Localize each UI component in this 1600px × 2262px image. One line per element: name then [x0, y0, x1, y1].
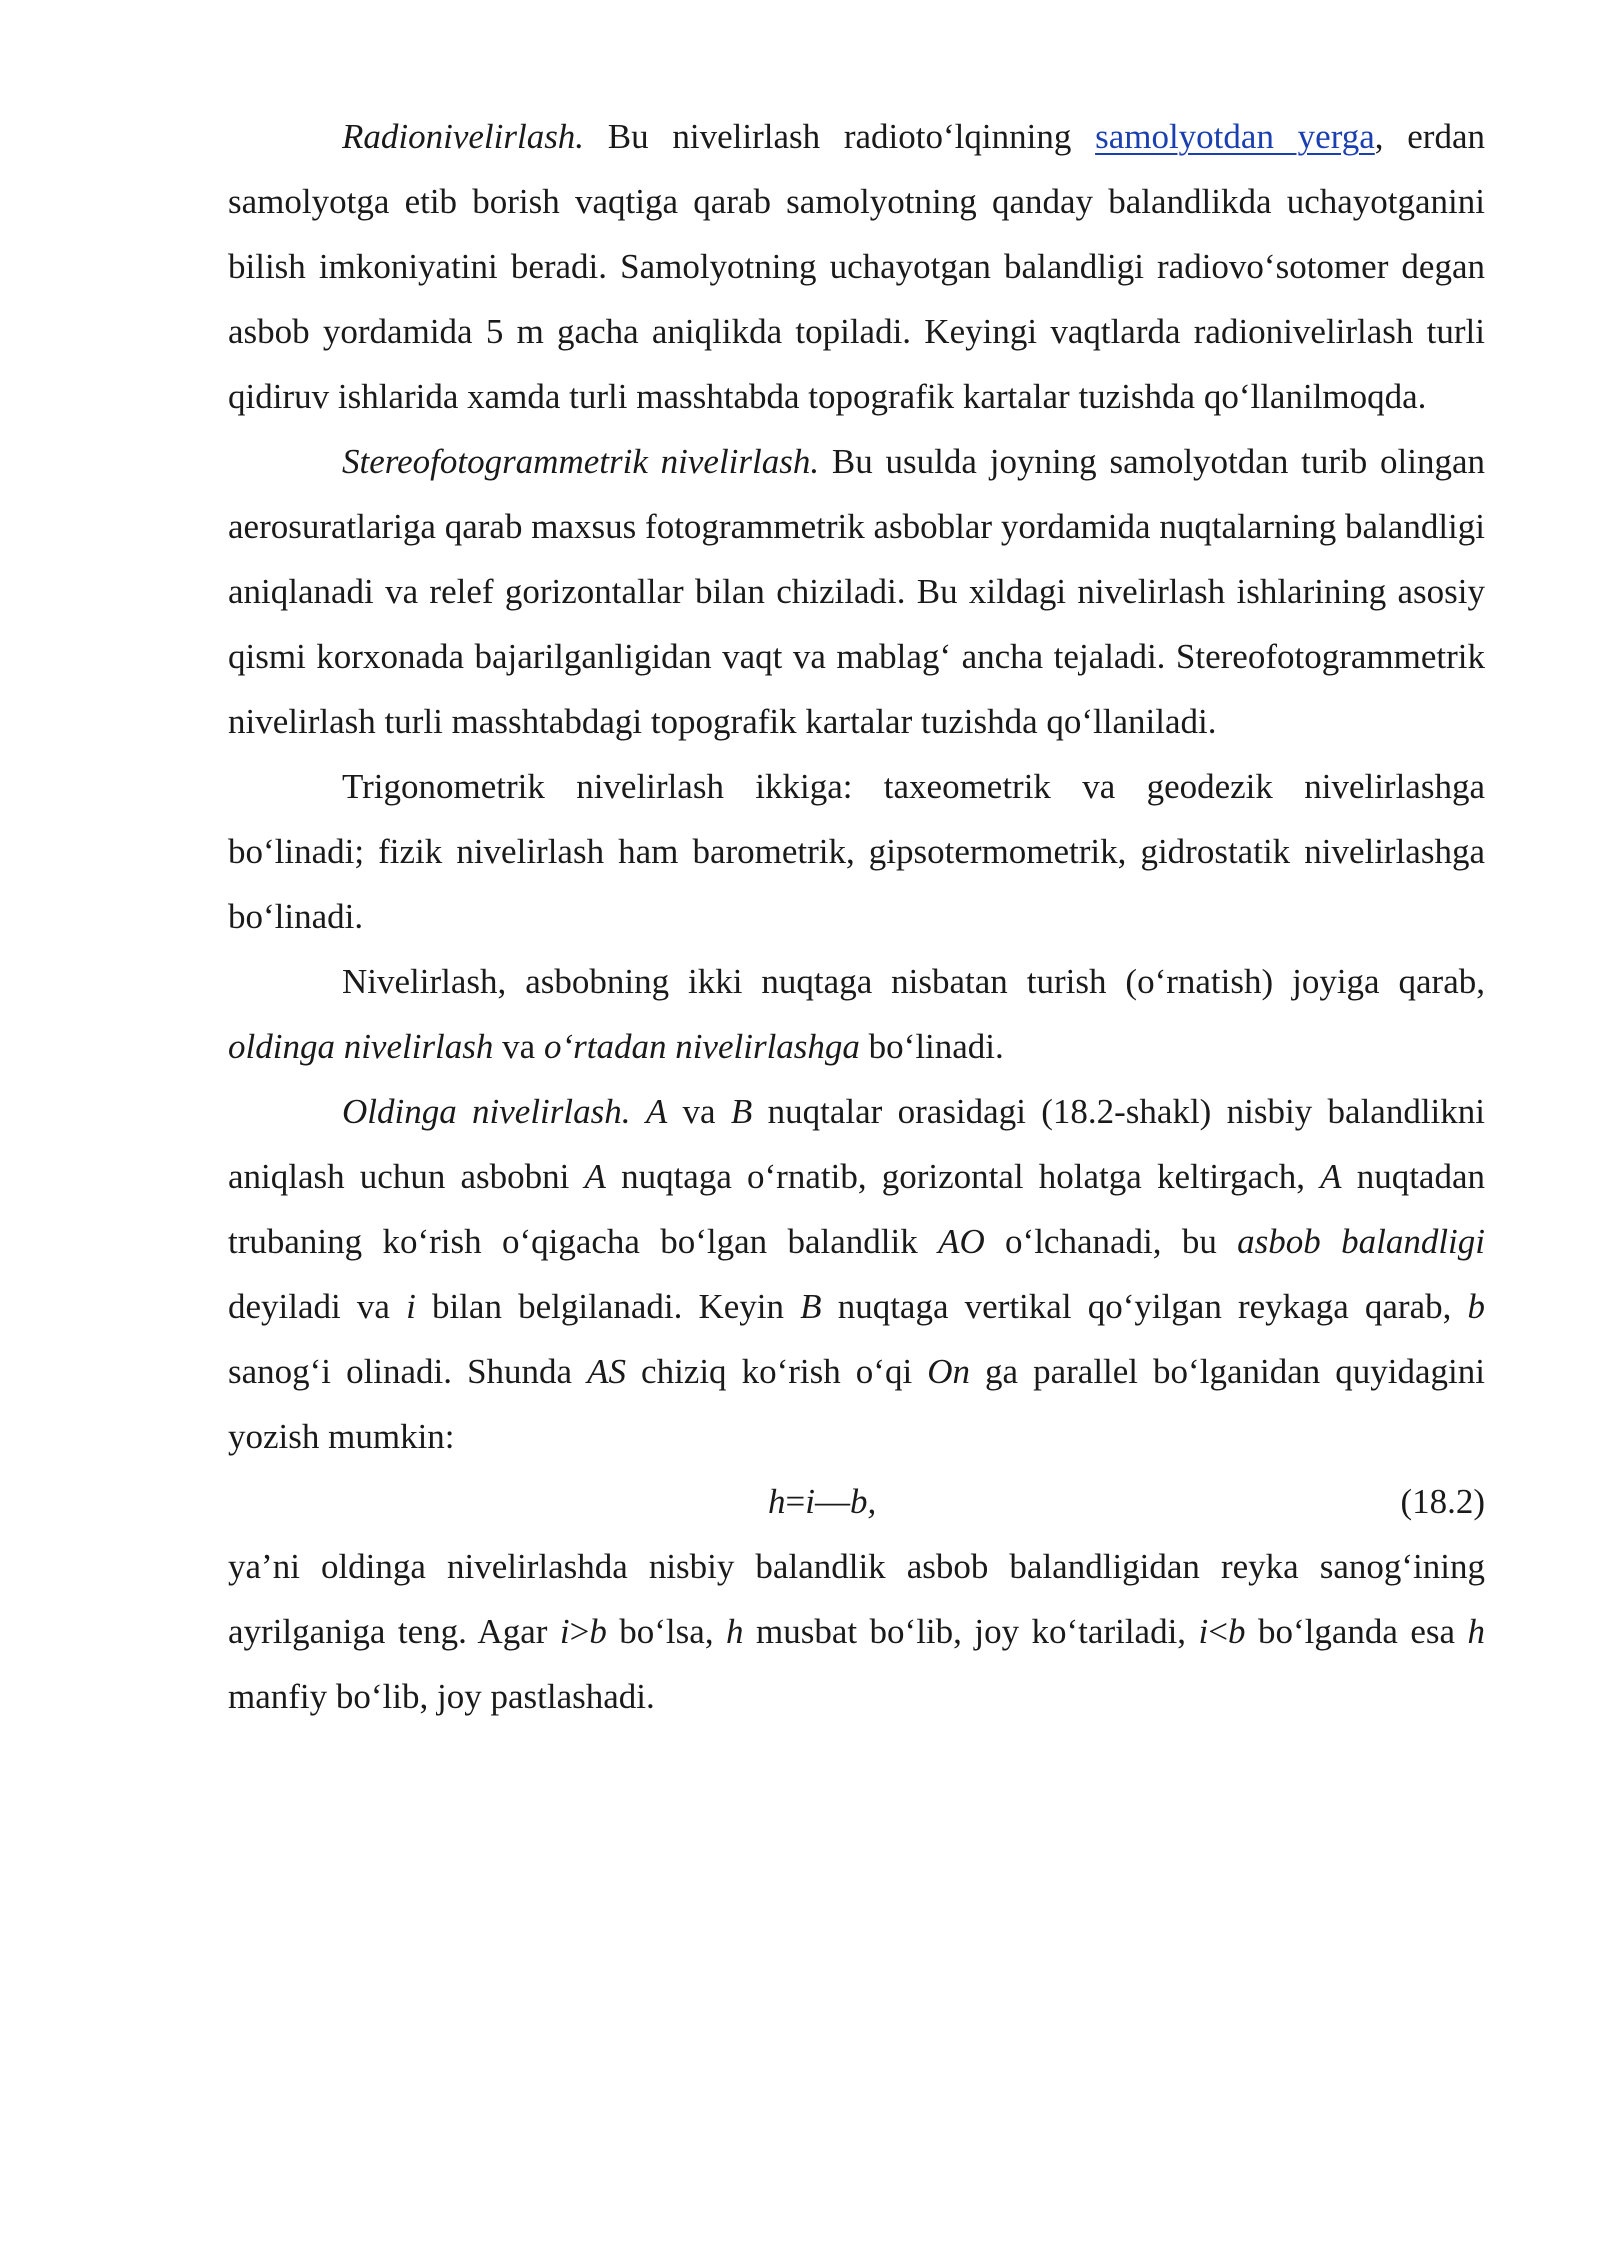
formula-18-2: h=i—b,: [768, 1482, 877, 1521]
equation-number: (18.2): [1400, 1482, 1485, 1521]
term-radionivelirlash: Radionivelirlash.: [342, 117, 585, 156]
document-page: [228, 104, 1485, 1729]
term-stereofotogrammetrik: Stereofotogrammetrik nivelirlash.: [342, 442, 820, 481]
paragraph-trigonometrik: Trigonometrik nivelirlash ikkiga: taxeometrik va geodezik nivelirlashga boʻlinadi; fizik nivelirlash ham barometrik, gipsotermometrik, gidrostatik nivelirlashga boʻlinadi.: [228, 767, 1485, 936]
paragraph-radionivelirlash: Radionivelirlash. Bu nivelirlash radiotoʻlqinning samolyotdan yerga, erdan samolyotga etib borish vaqtiga qarab samolyotning qanday balandlikda uchayotganini bilish imkoniyatini beradi. Samolyotning uchayotgan balandligi radiovoʻsotomer degan asbob yordamida 5 m gacha aniqlikda topiladi. Keyingi vaqtlarda radionivelirlash turli qidiruv ishlarida xamda turli masshtabda topografik kartalar tuzishda qoʻllanilmoqda.: [228, 117, 1485, 416]
paragraph-formula-explanation: ya’ni oldinga nivelirlashda nisbiy balandlik asbob balandligidan reyka sanogʻining ayrilganiga teng. Agar i>b boʻlsa, h musbat boʻlib, joy koʻtariladi, i<b boʻlganda esa h manfiy boʻlib, joy pastlashadi.: [228, 1547, 1485, 1716]
paragraph-stereofotogrammetrik: Stereofotogrammetrik nivelirlash. Bu usulda joyning samolyotdan turib olingan aerosuratlariga qarab maxsus fotogrammetrik asboblar yordamida nuqtalarning balandligi aniqlanadi va relef gorizontallar bilan chiziladi. Bu xildagi nivelirlash ishlarining asosiy qismi korxonada bajarilganligidan vaqt va mablagʻ ancha tejaladi. Stereofotogrammetrik nivelirlash turli masshtabdagi topografik kartalar tuzishda qoʻllaniladi.: [228, 442, 1485, 741]
paragraph-oldinga-nivelirlash: Oldinga nivelirlash. A va B nuqtalar orasidagi (18.2-shakl) nisbiy balandlikni aniqlash uchun asbobni A nuqtaga oʻrnatib, gorizontal holatga keltirgach, A nuqtadan trubaning koʻrish oʻqigacha boʻlgan balandlik AO oʻlchanadi, bu asbob balandligi deyiladi va i bilan belgilanadi. Keyin B nuqtaga vertikal qoʻyilgan reykaga qarab, b sanogʻi olinadi. Shunda AS chiziq koʻrish oʻqi On ga parallel boʻlganidan quyidagini yozish mumkin:: [228, 1092, 1486, 1456]
term-oldinga-nivelirlash: Oldinga nivelirlash.: [342, 1092, 631, 1131]
paragraph-nivelirlash-turlari: Nivelirlash, asbobning ikki nuqtaga nisbatan turish (oʻrnatish) joyiga qarab, oldinga nivelirlash va oʻrtadan nivelirlashga boʻlinadi.: [228, 962, 1485, 1066]
link-samolyotdan-yerga[interactable]: samolyotdan yerga: [1095, 117, 1375, 156]
formula-line: [228, 1469, 1485, 1534]
